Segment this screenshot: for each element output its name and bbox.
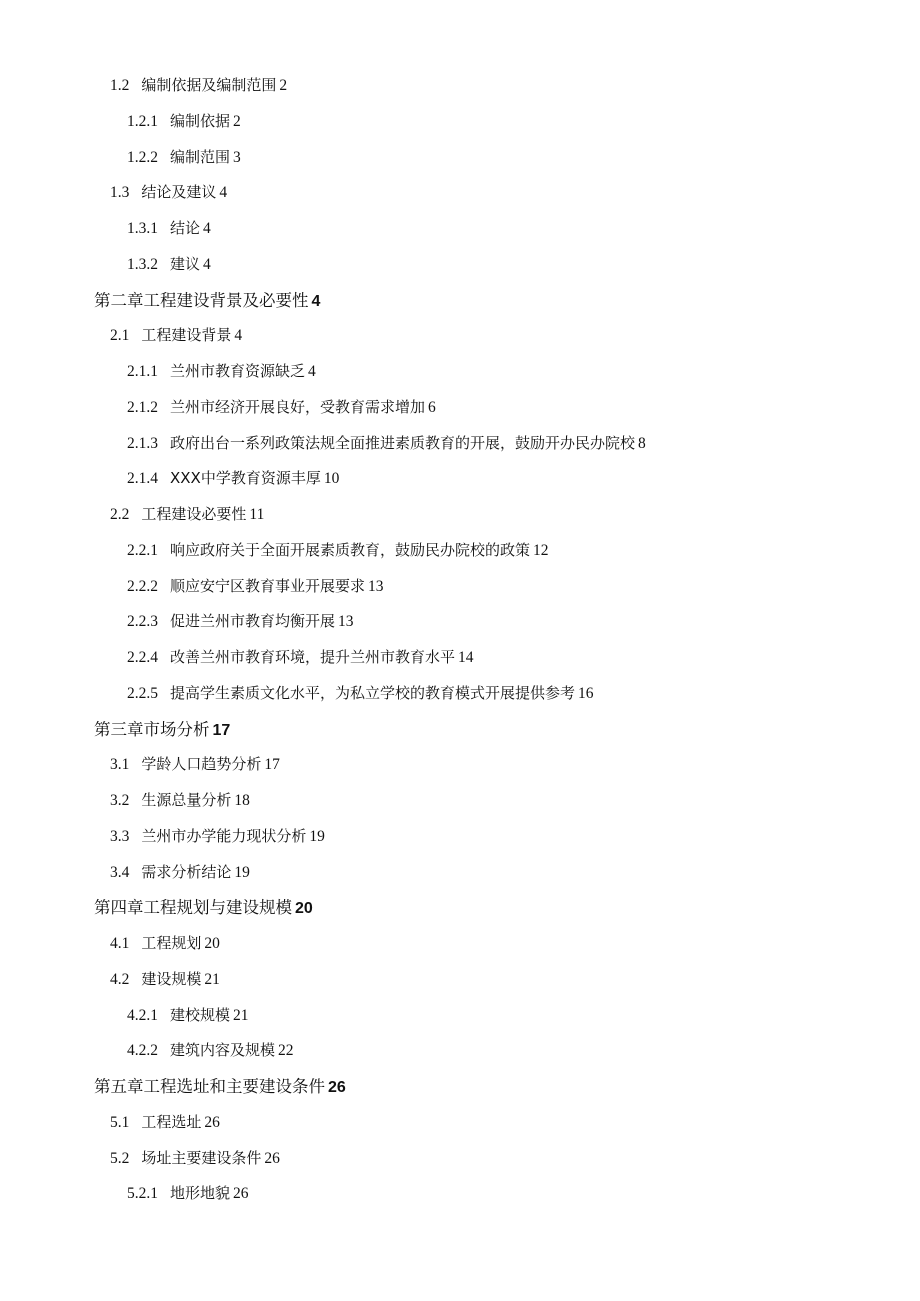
toc-entry[interactable] [0,747,920,783]
toc-entry-page-number: 3 [233,148,241,166]
toc-entry[interactable] [0,533,920,569]
toc-entry-title: 编制范围 [170,147,231,166]
toc-entry-title: 编制依据 [170,111,231,130]
toc-entry-number: 3.3 [110,827,130,845]
toc-entry-page-number: 6 [428,398,436,416]
toc-entry[interactable] [0,318,920,354]
toc-entry-title: 工程选址 [141,1112,202,1131]
toc-entry-number: 2.1.4 [127,470,158,488]
toc-entry-number: 5.2.1 [127,1185,158,1203]
toc-entry-page-number: 17 [212,721,231,739]
toc-entry[interactable] [0,390,920,426]
toc-entry-page-number: 4 [234,327,243,345]
toc-entry-number: 3.1 [110,756,130,774]
toc-entry[interactable] [0,104,920,140]
toc-entry-title: 第二章工程建设背景及必要性 [94,290,309,310]
toc-entry[interactable] [0,354,920,390]
toc-entry[interactable] [0,998,920,1034]
toc-entry-title: 编制依据及编制范围 [141,76,277,94]
toc-entry-page-number: 20 [295,900,313,918]
toc-entry-page-number: 2 [233,112,241,130]
toc-entry[interactable] [0,569,920,605]
toc-entry-number: 2.2 [110,506,130,523]
toc-chapter-entry[interactable] [0,712,920,748]
toc-entry-title: 第四章工程规划与建设规模 [94,898,292,918]
toc-entry-number: 1.2.1 [127,112,158,130]
toc-chapter-entry[interactable] [0,890,920,926]
toc-entry-title: 工程建设必要性 [141,505,247,523]
toc-entry-number: 4.2.1 [127,1006,158,1024]
toc-entry-title: 建设规模 [141,969,202,988]
toc-entry-page-number: 2 [279,77,288,94]
toc-entry-page-number: 8 [638,434,646,452]
toc-entry-title: 建议 [170,254,201,273]
toc-entry-title: 提高学生素质文化水平，为私立学校的教育模式开展提供参考 [170,683,576,702]
toc-entry[interactable] [0,819,920,855]
toc-entry-title: 结论 [170,219,201,237]
toc-entry[interactable] [0,1141,920,1177]
toc-entry-number: 5.2 [110,1149,130,1167]
toc-entry-page-number: 21 [233,1006,249,1024]
toc-entry-number: 2.2.2 [127,577,158,595]
toc-entry[interactable] [0,140,920,176]
toc-entry-title: 顺应安宁区教育事业开展要求 [170,576,366,595]
toc-entry-number: 1.2 [110,77,130,94]
toc-entry-page-number: 4 [203,255,211,273]
toc-entry-number: 5.1 [110,1113,130,1131]
toc-entry-page-number: 26 [328,1079,346,1096]
toc-entry-page-number: 4 [308,363,316,380]
toc-entry-title: 生源总量分析 [141,791,232,809]
toc-entry-title: 政府出台一系列政策法规全面推进素质教育的开展，鼓励开办民办院校 [170,433,636,452]
toc-entry-page-number: 19 [309,827,325,845]
toc-entry[interactable] [0,175,920,211]
toc-entry-number: 4.2 [110,970,130,988]
toc-entry-page-number: 10 [323,470,340,488]
toc-entry-title: 响应政府关于全面开展素质教育，鼓励民办院校的政策 [170,540,531,559]
toc-entry-number: 1.3.1 [127,220,158,237]
toc-entry-title: 工程建设背景 [141,326,232,345]
toc-entry-page-number: 17 [264,756,280,774]
toc-entry-number: 2.2.3 [127,613,158,631]
toc-entry-title: 结论及建议 [141,183,217,202]
toc-entry-title: 改善兰州市教育环境，提升兰州市教育水平 [170,648,456,666]
toc-entry-title: 促进兰州市教育均衡开展 [170,612,336,631]
toc-entry[interactable] [0,211,920,247]
toc-entry-title: 学龄人口趋势分析 [141,755,262,774]
toc-entry[interactable] [0,68,920,104]
toc-entry-number: 2.1.3 [127,434,158,452]
toc-entry[interactable] [0,783,920,819]
toc-entry-title: 第三章市场分析 [94,719,210,739]
toc-entry-page-number: 4 [311,292,321,310]
toc-entry-page-number: 21 [204,970,220,988]
toc-entry-page-number: 26 [233,1185,249,1203]
toc-entry[interactable] [0,497,920,533]
toc-entry[interactable] [0,640,920,676]
toc-entry-number: 1.3.2 [127,255,158,273]
toc-entry-number: 2.1.2 [127,398,158,416]
toc-chapter-entry[interactable] [0,1069,920,1105]
toc-entry-page-number: 26 [264,1149,280,1167]
toc-entry[interactable] [0,1105,920,1141]
toc-entry-title: 兰州市经济开展良好，受教育需求增加 [170,397,426,416]
toc-entry-title: 建校规模 [170,1005,231,1024]
toc-entry[interactable] [0,461,920,497]
toc-entry-number: 2.1.1 [127,363,158,380]
toc-entry-number: 3.2 [110,792,130,809]
toc-entry-title: 第五章工程选址和主要建设条件 [94,1077,325,1096]
toc-entry-number: 1.2.2 [127,148,158,166]
toc-entry-page-number: 16 [578,684,594,702]
toc-entry-number: 2.2.4 [127,649,158,666]
toc-entry-title: 兰州市办学能力现状分析 [141,826,307,845]
toc-entry-number: 2.2.5 [127,684,158,702]
toc-entry-page-number: 11 [249,506,265,523]
table-of-contents [0,68,920,1212]
toc-entry[interactable] [0,676,920,712]
toc-entry[interactable] [0,962,920,998]
toc-entry[interactable] [0,604,920,640]
toc-entry-number: 2.1 [110,327,130,345]
toc-entry-number: 1.3 [110,184,130,202]
toc-entry[interactable] [0,926,920,962]
toc-entry-title: 场址主要建设条件 [141,1148,262,1167]
toc-entry-page-number: 20 [204,935,220,952]
toc-entry[interactable] [0,426,920,462]
toc-entry-page-number: 4 [203,220,211,237]
toc-entry-page-number: 18 [234,792,250,809]
toc-entry-page-number: 22 [278,1042,294,1060]
toc-entry[interactable] [0,855,920,891]
toc-entry-page-number: 13 [338,613,354,631]
toc-entry-page-number: 12 [533,541,549,559]
toc-entry-page-number: 4 [219,184,228,202]
toc-entry-page-number: 19 [234,863,250,881]
toc-entry-title: 建筑内容及规模 [170,1041,276,1060]
toc-entry-number: 3.4 [110,863,130,881]
toc-entry-title: XXX中学教育资源丰厚 [170,469,321,488]
toc-entry-page-number: 13 [368,577,384,595]
toc-entry[interactable] [0,1033,920,1069]
toc-entry-title: 兰州市教育资源缺乏 [170,362,306,380]
toc-entry-page-number: 14 [458,649,474,666]
toc-entry[interactable] [0,247,920,283]
toc-entry-page-number: 26 [204,1113,220,1131]
toc-entry-title: 工程规划 [141,934,202,952]
toc-chapter-entry[interactable] [0,283,920,319]
toc-entry-title: 地形地貌 [170,1184,231,1203]
toc-entry-number: 4.2.2 [127,1042,158,1060]
toc-entry-number: 4.1 [110,935,130,952]
toc-entry-title: 需求分析结论 [141,862,232,881]
toc-entry-number: 2.2.1 [127,541,158,559]
toc-entry[interactable] [0,1176,920,1212]
